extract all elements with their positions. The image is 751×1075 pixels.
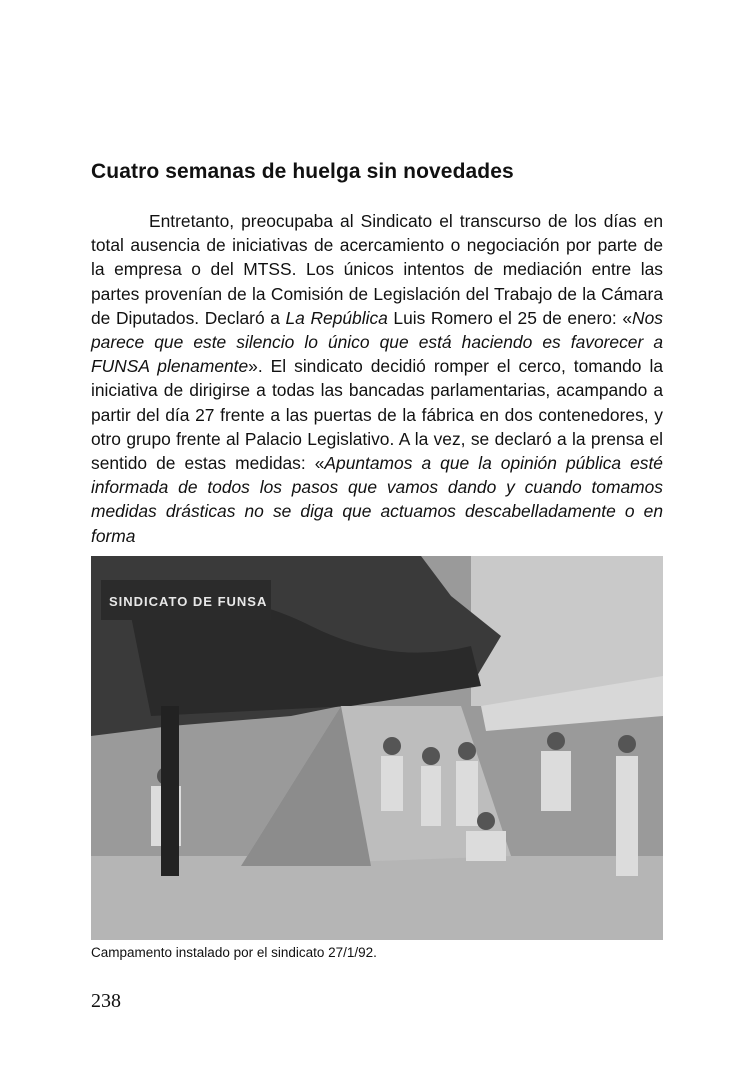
strike-camp-photo: [91, 556, 663, 940]
photo-illustration: [91, 556, 663, 940]
person-4: [541, 751, 571, 811]
tree-trunk: [161, 706, 179, 876]
person-1: [381, 756, 403, 811]
person-3: [456, 761, 478, 826]
section-heading: Cuatro semanas de huelga sin novedades: [91, 160, 514, 183]
body-paragraph: [91, 209, 663, 548]
person-sitting: [466, 831, 506, 861]
paragraph-text-2: Luis Romero el 25 de enero: «: [387, 307, 633, 328]
quote-romero: Nos parece que este silencio lo único que está haciendo es favorecer a FUNSA plenamente: [91, 307, 663, 377]
newspaper-name: La República: [285, 307, 388, 328]
page-number: 238: [91, 990, 121, 1012]
paragraph-text-3: ». El sindicato decidió romper el cerco, tomando la iniciativa de dirigirse a todas las bancadas parlamentarias, acampando a partir del día 27 frente a las puertas de la fábrica en dos contenedores, y otro grupo frente al Palacio Legislativo. A la vez, se declaró a la prensa el sentido de estas medidas: «: [91, 356, 663, 474]
person-2: [421, 766, 441, 826]
photo-caption: Campamento instalado por el sindicato 27/1/92.: [91, 945, 377, 960]
paragraph-text-1: Entretanto, preocupaba al Sindicato el transcurso de los días en total ausencia de iniciativas de acercamiento o negociación por parte de la empresa o del MTSS. Los únicos intentos de mediación entre las partes provenían de la Comisión de Legislación del Trabajo de la Cámara de Diputados. Declaró a: [91, 211, 663, 328]
person-5: [616, 756, 638, 876]
quote-union: Apuntamos a que la opinión pública esté informada de todos los pasos que vamos dando y cuando tomamos medidas drásticas no se diga que actuamos descabelladamente o en forma: [91, 453, 663, 546]
union-sign-text: SINDICATO DE FUNSA: [109, 594, 268, 609]
